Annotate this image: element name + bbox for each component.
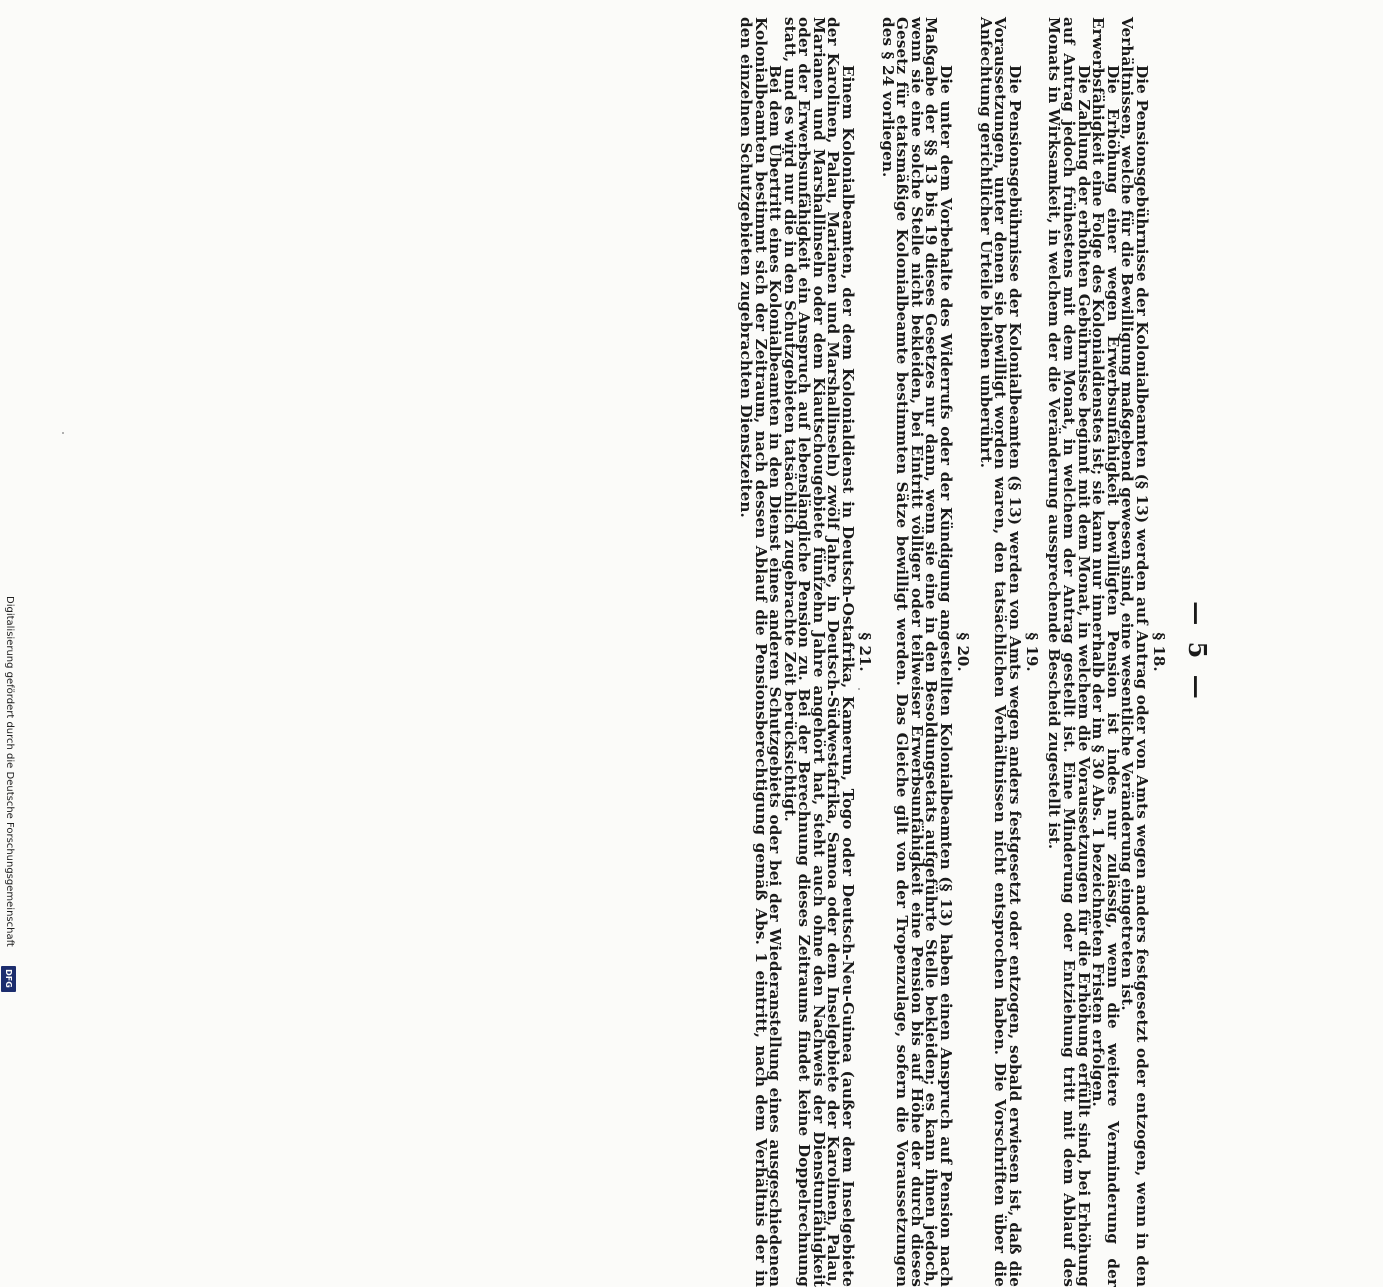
- paragraph: Einem Kolonialbeamten, der dem Kolonialdienst in Deutsch-Ostafrika, Kamerun, Togo oder Deutsch-Neu-Guinea (außer dem Inselgebiete der Karolinen, Palau, Marianen und Marshallinseln) zwölf Jahre, in Deutsch-Südwestafrika, Samoa oder dem Inselgebiete der Karolinen, Palau, Marianen und Marshallinseln oder dem Kiautschougebiete fünfzehn Jahre angehört hat, steht auch ohne den Nachweis der Dienstunfähigkeit oder der Erwerbsunfähigkeit ein Anspruch auf lebenslängliche Pension zu. Bei der Berechnung dieses Zeitraums findet keine Doppelrechnung statt, und es wird nur die in den Schutzgebieten tatsächlich zugebrachte Zeit berücksichtigt.: [780, 17, 858, 1287]
- paragraph: Die Zahlung der erhöhten Gebührnisse beginnt mit dem Monat, in welchem die Voraussetzungen für die Erhöhung erfüllt sind, bei Erhöhung auf Antrag jedoch frühestens mit dem Monat, in welchem der Antrag gestellt ist. Eine Minderung oder Entziehung tritt mit dem Ablauf des Monats in Wirksamkeit, in welchem der die Veränderung aussprechende Bescheid zugestellt ist.: [1045, 17, 1093, 1287]
- section-18: [1047, 17, 1168, 1287]
- section-heading: § 19.: [1022, 632, 1041, 672]
- section-20: [880, 17, 972, 1287]
- section-heading: § 21.: [856, 632, 875, 672]
- paragraph: Die Pensionsgebührnisse der Kolonialbeamten (§ 13) werden von Amts wegen anders festgesetzt oder entzogen, sobald erwiesen ist, daß die Voraussetzungen, unter denen sie bewilligt worden waren, den tatsächlichen Verhältnissen nicht entsprochen haben. Die Vorschriften über die Anfechtung gerichtlicher Urteile bleiben unberührt.: [976, 17, 1024, 1287]
- digitization-notice-text: Digitalisierung gefördert durch die Deutsche Forschungsgemeinschaft: [4, 596, 15, 947]
- paragraph: Bei dem Übertritt eines Kolonialbeamten in den Dienst eines anderen Schutzgebiets oder bei der Wiederanstellung eines ausgeschiedenen Kolonialbeamten bestimmt sich der Zeitraum, nach dessen Ablauf die Pensionsberechtigung gemäß Abs. 1 eintritt, nach dem Verhältnis der in den einzelnen Schutzgebieten zugebrachten Dienstzeiten.: [736, 17, 785, 1287]
- document-body: [738, 17, 1168, 1287]
- paragraph: Die Erhöhung einer wegen Erwerbsunfähigkeit bewilligten Pension ist indes nur zulässig, wenn die weitere Verminderung der Erwerbsfähigkeit eine Folge des Kolonialdienstes ist; sie kann nur innerhalb der im § 30 Abs. 1 bezeichneten Fristen erfolgen.: [1089, 17, 1122, 1287]
- speck: [858, 688, 860, 690]
- speck: [62, 432, 64, 434]
- section-19: [978, 17, 1041, 1287]
- rotated-document-page: [736, 17, 1224, 1287]
- paragraph: Die unter dem Vorbehalte des Widerrufs oder der Kündigung angestellten Kolonialbeamten (§ 13) haben einen Anspruch auf Pension nach Maßgabe der §§ 13 bis 19 dieses Gesetzes nur dann, wenn sie eine in den Besoldungsetats aufgeführte Stelle bekleiden; es kann ihnen jedoch, wenn sie eine solche Stelle nicht bekleiden, bei Eintritt völliger oder teilweiser Erwerbsunfähigkeit eine Pension bis auf Höhe der durch dieses Gesetz für etatsmäßige Kolonialbeamte bestimmten Sätze bewilligt werden. Das Gleiche gilt von der Tropenzulage, sofern die Voraussetzungen des § 24 vorliegen.: [878, 17, 956, 1287]
- section-heading: § 20.: [954, 632, 973, 672]
- dfg-logo: [1, 966, 16, 992]
- digitization-notice: [0, 596, 18, 995]
- section-heading: § 18.: [1150, 632, 1168, 672]
- section-21: [738, 17, 874, 1287]
- paragraph: Die Pensionsgebührnisse der Kolonialbeamten (§ 13) werden auf Antrag oder von Amts wegen anders festgesetzt oder entzogen, wenn in den Verhältnissen, welche für die Bewilligung maßgebend gewesen sind, eine wesentliche Veränderung eingetreten ist.: [1118, 17, 1151, 1287]
- dfg-logo-text: DFG: [4, 969, 13, 988]
- page-number: — 5 —: [1183, 601, 1212, 703]
